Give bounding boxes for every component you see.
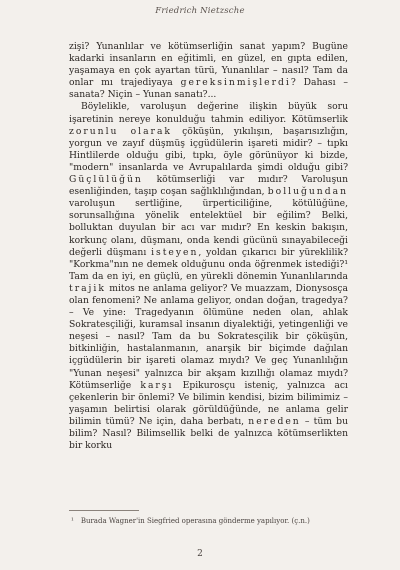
body-text [69, 41, 348, 452]
text-run: çöküşün, yıkılışın, başarısızlığın, yorgun ve zayıf düşmüş içgüdülerin işareti midir? – tıpkı Hintlilerde olduğu gibi, tıpkı, öyle görünüyor ki bizde, "modern" insanlarda ve Avrupalılarda şimdi olduğu gibi? [69, 125, 348, 173]
spaced-emphasis: zorunlu olarak [69, 125, 172, 137]
text-run: – tüm bu bilim? Nasıl? Bilimsellik belki de yalnızca kötümserlikten bir korku [69, 415, 348, 452]
footnote-marker: ¹ [71, 517, 74, 525]
spaced-emphasis: bolluğundan [267, 186, 348, 198]
running-head: Friedrich Nietzsche [155, 6, 245, 16]
text-run: , yoldan çıkarıcı bir yüreklilik? "Korkma"nın ne demek olduğunu onda öğrenmek istediği?¹ Tam da en iyi, en güçlü, en yürekli dönemin Yunanlılarında [69, 246, 348, 282]
page-number: 2 [197, 549, 203, 559]
footnote-rule [69, 510, 139, 511]
text-run: Böylelikle, varoluşun değerine ilişkin büyük soru işaretinin nereye konulduğu tahmin ediliyor. Kötümserlik [69, 101, 348, 125]
spaced-emphasis: Güçlülüğün [69, 174, 143, 186]
paragraph-1 [69, 41, 348, 101]
paragraph-2 [69, 101, 348, 452]
spaced-emphasis: gereksinmişlerdi [180, 77, 291, 89]
text-run: varoluşun sertliğine, ürperticiliğine, kötülüğüne, sorunsallığına yönelik entelektüel bir eğilim? Belki, bolluktan duyulan bir acı var mıdır? En keskin bakışın, korkunç olanı, düşmanı, onda kendi gücünü sınayabileceği değerli düşmanı [69, 198, 348, 258]
spaced-emphasis: karşı [140, 379, 174, 391]
text-run: kötümserliği var mıdır? Varoluşun esenliğinden, taşıp coşan sağlıklılığından, [69, 174, 348, 198]
text-run: ? Dahası – sanata? Niçin – Yunan sanatı?... [69, 77, 348, 101]
footnote-text: Burada Wagner'in Siegfried operasına gönderme yapılıyor. (ç.n.) [80, 517, 310, 525]
spaced-emphasis: nereden [248, 415, 301, 427]
spaced-emphasis: trajik [69, 282, 106, 294]
text-run: Epikurosçu isteniç, yalnızca acı çekenlerin bir önlemi? Ve bilimin kendisi, bizim bilimimiz – yaşamın belirtisi olarak görüldüğünde, ne anlama gelir bilimin tümü? Ne için, daha berbatı, [69, 379, 348, 427]
text-run: mitos ne anlama geliyor? Ve muazzam, Dionysosça olan fenomeni? Ne anlama geliyor, ondan doğan, tragedya? – Ve yine: Tragedyanın ölümüne neden olan, ahlak Sokratesçiliği, kuramsal insanın diyalektiği, yetingenliği ve neşesi – nasıl? Tam da bu Sokratesçilik bir çöküşün, bitkinliğin, hastalanmanın, anarşik bir biçimde dağılan içgüdülerin bir işareti olamaz mıydı? Ve geç Yunanlılığın "Yunan neşesi" yalnızca bir akşam kızıllığı olamaz mıydı? Kötümserliğe [69, 282, 348, 391]
spaced-emphasis: isteyen [151, 246, 199, 258]
footnote [71, 517, 350, 526]
text-run: zişi? Yunanlılar ve kötümserliğin sanat yapım? Bugüne kadarki insanların en eğitimli, en güzel, en gıpta edilen, yaşamaya en çok ayartan türü, Yunanlılar – nasıl? Tam da onlar mı trajediyaya [69, 41, 348, 89]
